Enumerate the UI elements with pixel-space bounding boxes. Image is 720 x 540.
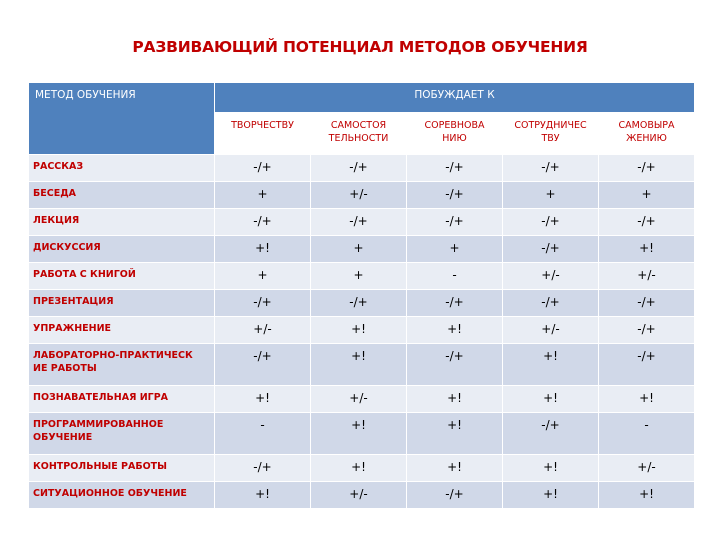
row-value-cell: +! xyxy=(311,317,407,344)
row-value-cell: +! xyxy=(503,344,599,386)
row-value-cell: -/+ xyxy=(215,209,311,236)
row-value-cell: +/- xyxy=(311,182,407,209)
row-value-cell: +! xyxy=(311,344,407,386)
table-row xyxy=(29,455,695,482)
row-value-cell: - xyxy=(599,413,695,455)
table-row xyxy=(29,263,695,290)
table-row xyxy=(29,236,695,263)
column-header: ТВОРЧЕСТВУ xyxy=(215,113,311,155)
page-title: РАЗВИВАЮЩИЙ ПОТЕНЦИАЛ МЕТОДОВ ОБУЧЕНИЯ xyxy=(132,38,588,56)
row-method-label: БЕСЕДА xyxy=(29,182,215,209)
row-value-cell: +! xyxy=(407,317,503,344)
table-row xyxy=(29,182,695,209)
row-value-cell: -/+ xyxy=(599,317,695,344)
row-value-cell: -/+ xyxy=(503,155,599,182)
row-value-cell: +! xyxy=(311,413,407,455)
row-value-cell: +! xyxy=(503,482,599,509)
header-row xyxy=(29,83,695,113)
row-value-cell: -/+ xyxy=(407,209,503,236)
column-header: СОРЕВНОВА НИЮ xyxy=(407,113,503,155)
row-value-cell: -/+ xyxy=(407,344,503,386)
row-value-cell: -/+ xyxy=(599,344,695,386)
row-value-cell: + xyxy=(599,182,695,209)
row-method-label: ЛАБОРАТОРНО-ПРАКТИЧЕСК ИЕ РАБОТЫ xyxy=(29,344,215,386)
row-value-cell: +/- xyxy=(311,386,407,413)
table-row xyxy=(29,482,695,509)
row-value-cell: +/- xyxy=(311,482,407,509)
row-value-cell: -/+ xyxy=(503,236,599,263)
row-method-label: КОНТРОЛЬНЫЕ РАБОТЫ xyxy=(29,455,215,482)
row-value-cell: +! xyxy=(599,482,695,509)
row-value-cell: -/+ xyxy=(599,290,695,317)
row-value-cell: +! xyxy=(599,386,695,413)
row-method-label: ПОЗНАВАТЕЛЬНАЯ ИГРА xyxy=(29,386,215,413)
row-value-cell: -/+ xyxy=(407,155,503,182)
column-header: СОТРУДНИЧЕС ТВУ xyxy=(503,113,599,155)
row-value-cell: +! xyxy=(215,236,311,263)
row-value-cell: +/- xyxy=(599,455,695,482)
row-method-label: СИТУАЦИОННОЕ ОБУЧЕНИЕ xyxy=(29,482,215,509)
row-value-cell: + xyxy=(503,182,599,209)
row-value-cell: -/+ xyxy=(215,344,311,386)
row-value-cell: -/+ xyxy=(215,290,311,317)
row-value-cell: +! xyxy=(407,386,503,413)
row-value-cell: -/+ xyxy=(599,209,695,236)
row-value-cell: +/- xyxy=(215,317,311,344)
row-value-cell: +! xyxy=(215,482,311,509)
row-value-cell: -/+ xyxy=(503,290,599,317)
row-value-cell: +/- xyxy=(599,263,695,290)
row-value-cell: +/- xyxy=(503,263,599,290)
row-value-cell: -/+ xyxy=(215,455,311,482)
table-row xyxy=(29,386,695,413)
row-value-cell: -/+ xyxy=(215,155,311,182)
row-method-label: РАБОТА С КНИГОЙ xyxy=(29,263,215,290)
row-value-cell: + xyxy=(311,236,407,263)
row-value-cell: -/+ xyxy=(311,155,407,182)
row-method-label: ПРЕЗЕНТАЦИЯ xyxy=(29,290,215,317)
row-value-cell: +! xyxy=(311,455,407,482)
row-value-cell: +! xyxy=(503,386,599,413)
table-row xyxy=(29,155,695,182)
row-value-cell: -/+ xyxy=(503,413,599,455)
row-value-cell: -/+ xyxy=(407,290,503,317)
row-value-cell: +! xyxy=(407,455,503,482)
row-method-label: УПРАЖНЕНИЕ xyxy=(29,317,215,344)
row-value-cell: -/+ xyxy=(311,290,407,317)
row-method-label: ДИСКУССИЯ xyxy=(29,236,215,263)
column-header: САМОВЫРА ЖЕНИЮ xyxy=(599,113,695,155)
row-value-cell: + xyxy=(215,263,311,290)
table-row xyxy=(29,317,695,344)
table-row xyxy=(29,290,695,317)
methods-table xyxy=(28,82,695,509)
row-value-cell: -/+ xyxy=(407,482,503,509)
row-value-cell: -/+ xyxy=(407,182,503,209)
row-value-cell: +/- xyxy=(503,317,599,344)
row-method-label: ПРОГРАММИРОВАННОЕ ОБУЧЕНИЕ xyxy=(29,413,215,455)
row-value-cell: -/+ xyxy=(599,155,695,182)
header-group: ПОБУЖДАЕТ К xyxy=(215,83,695,113)
table-row xyxy=(29,413,695,455)
row-value-cell: + xyxy=(407,236,503,263)
row-value-cell: -/+ xyxy=(311,209,407,236)
column-header: САМОСТОЯ ТЕЛЬНОСТИ xyxy=(311,113,407,155)
row-value-cell: + xyxy=(215,182,311,209)
row-value-cell: +! xyxy=(503,455,599,482)
row-value-cell: +! xyxy=(599,236,695,263)
row-value-cell: - xyxy=(215,413,311,455)
row-value-cell: -/+ xyxy=(503,209,599,236)
row-value-cell: +! xyxy=(407,413,503,455)
row-value-cell: - xyxy=(407,263,503,290)
row-method-label: ЛЕКЦИЯ xyxy=(29,209,215,236)
row-value-cell: + xyxy=(311,263,407,290)
header-method: МЕТОД ОБУЧЕНИЯ xyxy=(29,83,215,155)
row-value-cell: +! xyxy=(215,386,311,413)
row-method-label: РАССКАЗ xyxy=(29,155,215,182)
table-row xyxy=(29,209,695,236)
table-row xyxy=(29,344,695,386)
